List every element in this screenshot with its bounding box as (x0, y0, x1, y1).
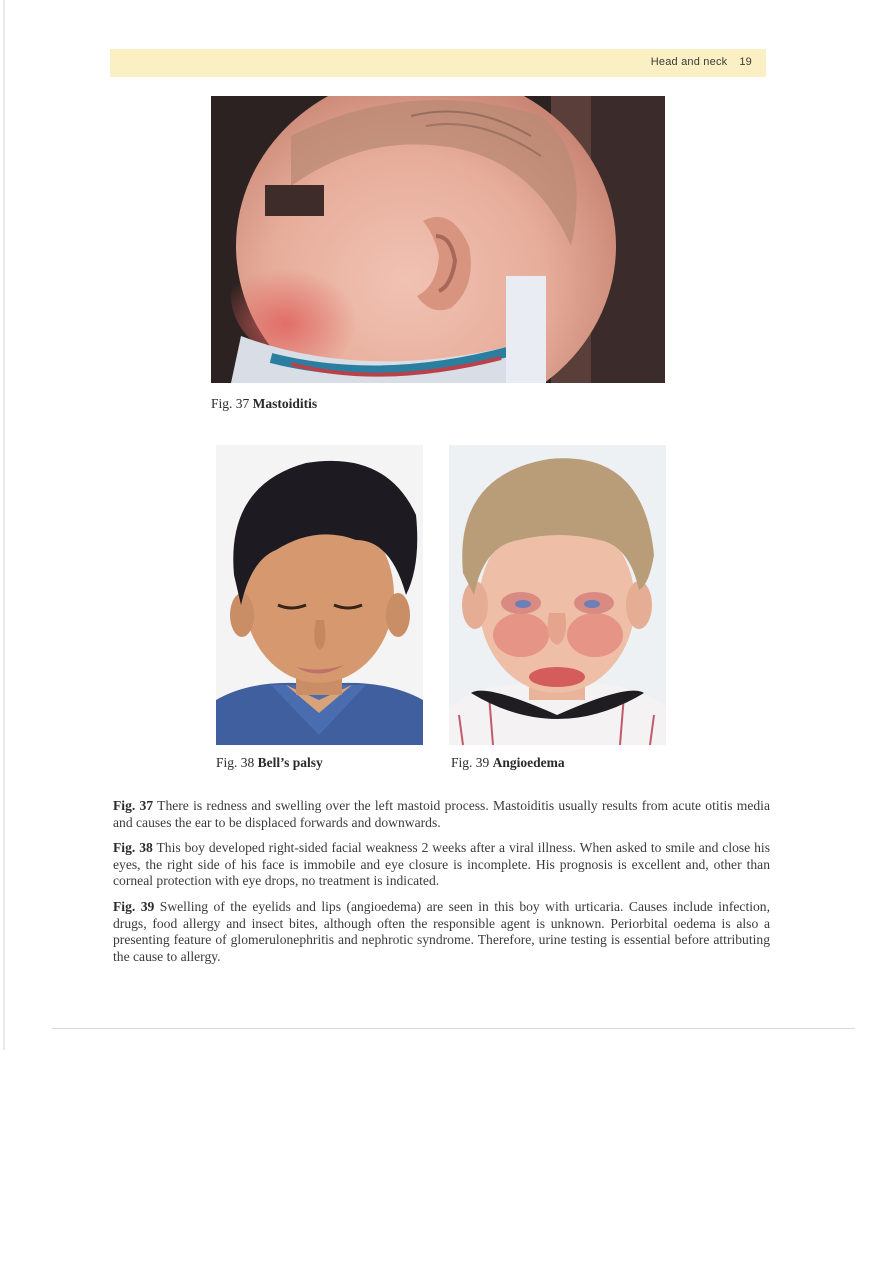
paragraph-fig39-label: Fig. 39 (113, 899, 155, 914)
fig39-photo (449, 445, 666, 745)
running-header-text (651, 56, 752, 68)
paragraph-fig38 (113, 840, 770, 890)
bells-palsy-photo-illustration (216, 445, 423, 745)
fig38-photo (216, 445, 423, 745)
paragraph-fig37 (113, 798, 770, 831)
page-edge-shadow (3, 0, 5, 1050)
mastoiditis-photo-illustration (211, 96, 665, 383)
paragraph-fig39-text: Swelling of the eyelids and lips (angioedema) are seen in this boy with urticaria. Causes include infection, drugs, food allergy and insect bites, although often the responsible agent is unknown. Periorbital oedema is also a presenting feature of glomerulonephritis and nephrotic syndrome. Therefore, urine testing is essential before attributing the cause to allergy. (113, 899, 770, 964)
fig38-label: Fig. 38 (216, 755, 255, 770)
paragraph-fig37-text: There is redness and swelling over the left mastoid process. Mastoiditis usually results from acute otitis media and causes the ear to be displaced forwards and downwards. (113, 798, 770, 830)
page-bottom-rule (52, 1028, 855, 1029)
fig39-title: Angioedema (492, 755, 565, 770)
paragraph-fig38-text: This boy developed right-sided facial weakness 2 weeks after a viral illness. When asked to smile and close his eyes, the right side of his face is immobile and eye closure is incomplete. His prognosis is excellent and, other than corneal protection with eye drops, no treatment is indicated. (113, 840, 770, 889)
paragraph-fig39 (113, 899, 770, 965)
fig37-label: Fig. 37 (211, 396, 250, 411)
section-title: Head and neck (650, 56, 728, 68)
paragraph-fig37-label: Fig. 37 (113, 798, 154, 813)
running-header (110, 49, 766, 77)
fig39-label: Fig. 39 (451, 755, 490, 770)
paragraph-fig38-label: Fig. 38 (113, 840, 153, 855)
fig37-title: Mastoiditis (252, 396, 318, 411)
fig39-caption (451, 755, 565, 771)
fig37-caption (211, 396, 317, 412)
fig38-caption (216, 755, 323, 771)
fig37-photo (211, 96, 665, 383)
page-number: 19 (739, 56, 752, 68)
fig38-title: Bell’s palsy (257, 755, 323, 770)
angioedema-photo-illustration (449, 445, 666, 745)
